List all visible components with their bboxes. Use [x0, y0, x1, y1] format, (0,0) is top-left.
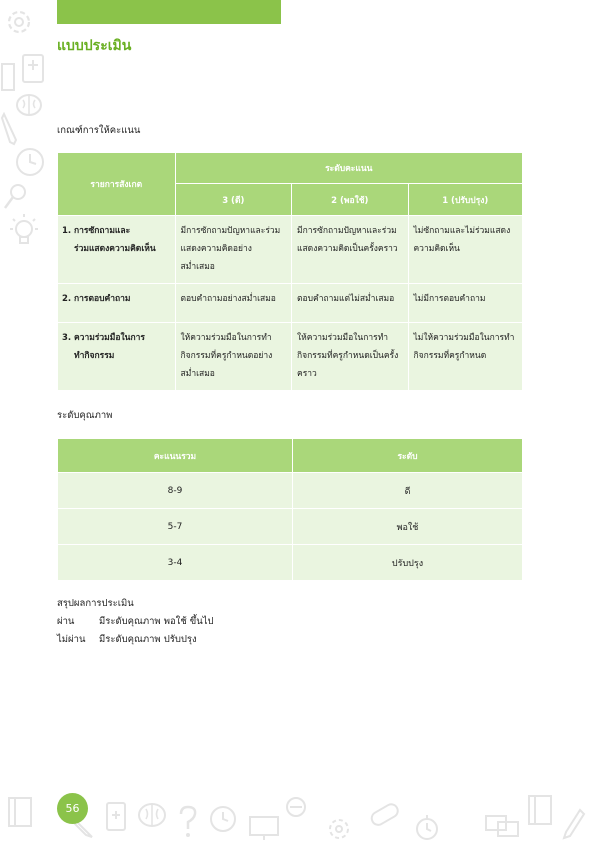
- level1-cell: ไม่ซักถามและไม่ร่วมแสดงความคิดเห็น: [408, 216, 523, 284]
- book-icon: [6, 795, 36, 829]
- quality-header-row: [58, 439, 523, 473]
- monitor-icon: [248, 815, 280, 841]
- pill-icon: [368, 800, 402, 830]
- summary-block: [57, 595, 214, 649]
- fail-text: มีระดับคุณภาพ ปรับปรุง: [99, 634, 197, 645]
- criteria-number: 2.: [62, 294, 72, 304]
- level2-cell: ตอบคำถามแต่ไม่สม่ำเสมอ: [292, 284, 408, 323]
- quality-table: [57, 438, 523, 581]
- table-row: [58, 473, 523, 509]
- level-cell: พอใช้: [293, 509, 523, 545]
- pass-text: มีระดับคุณภาพ พอใช้ ขึ้นไป: [99, 616, 214, 627]
- criteria-line1: ความร่วมมือในการ: [74, 333, 145, 343]
- level-cell: ปรับปรุง: [293, 545, 523, 581]
- quality-label: ระดับคุณภาพ: [57, 410, 113, 421]
- stopwatch-icon: [412, 812, 442, 842]
- criteria-line2: ร่วมแสดงความคิดเห็น: [74, 244, 156, 254]
- section-title: แบบประเมิน: [57, 38, 132, 54]
- level2-cell: ให้ความร่วมมือในการทำกิจกรรมที่ครูกำหนดเป็นครั้งคราว: [292, 323, 408, 391]
- brain-icon: [136, 800, 168, 830]
- criteria-line1: การซักถามและ: [74, 226, 131, 236]
- clipboard-icon: [104, 798, 128, 832]
- score-header: ระดับคะแนน: [175, 153, 522, 184]
- pencil-icon: [562, 808, 586, 840]
- lightbulb-icon: [4, 212, 44, 250]
- clipboard-icon: [20, 50, 46, 84]
- level-header: 2 (พอใช้): [292, 184, 408, 216]
- clock-icon: [208, 804, 238, 834]
- level-header: 1 (ปรับปรุง): [408, 184, 523, 216]
- table-row: [58, 216, 523, 284]
- criteria-number: 1.: [62, 226, 72, 236]
- level1-cell: ไม่มีการตอบคำถาม: [408, 284, 523, 323]
- level-cell: ดี: [293, 473, 523, 509]
- magnifier-icon: [2, 182, 28, 212]
- score-cell: 5-7: [58, 509, 293, 545]
- level-header: 3 (ดี): [175, 184, 291, 216]
- gear-icon: [326, 816, 352, 842]
- level3-cell: ตอบคำถามอย่างสม่ำเสมอ: [175, 284, 291, 323]
- level-header: ระดับ: [293, 439, 523, 473]
- criteria-line2: ทำกิจกรรม: [74, 351, 115, 361]
- fail-label: ไม่ผ่าน: [57, 634, 86, 645]
- question-icon: [176, 804, 200, 840]
- rubric-table: [57, 152, 523, 391]
- level1-cell: ไม่ให้ความร่วมมือในการทำกิจกรรมที่ครูกำหนด: [408, 323, 523, 391]
- clock-icon: [14, 146, 46, 178]
- page-number: 56: [57, 793, 88, 824]
- criteria-cell: [58, 216, 176, 284]
- criteria-cell: [58, 323, 176, 391]
- score-cell: 8-9: [58, 473, 293, 509]
- table-row: [58, 284, 523, 323]
- level3-cell: ให้ความร่วมมือในการทำกิจกรรมที่ครูกำหนดอย่างสม่ำเสมอ: [175, 323, 291, 391]
- rubric-header-row: [58, 153, 523, 184]
- criteria-line1: การตอบคำถาม: [74, 294, 131, 304]
- criteria-label: เกณฑ์การให้คะแนน: [57, 125, 141, 136]
- score-cell: 3-4: [58, 545, 293, 581]
- summary-pass-row: [57, 613, 214, 631]
- header-accent-bar: [57, 0, 281, 24]
- total-score-header: คะแนนรวม: [58, 439, 293, 473]
- criteria-cell: [58, 284, 176, 323]
- table-row: [58, 545, 523, 581]
- book-icon: [526, 793, 556, 827]
- book-icon: [0, 62, 16, 92]
- criteria-header: รายการสังเกต: [58, 153, 176, 216]
- table-row: [58, 323, 523, 391]
- pill-icon: [284, 795, 308, 819]
- level2-cell: มีการซักถามปัญหาและร่วมแสดงความคิดเป็นครั้งคราว: [292, 216, 408, 284]
- summary-title: สรุปผลการประเมิน: [57, 598, 134, 609]
- summary-fail-row: [57, 631, 214, 649]
- pass-label: ผ่าน: [57, 616, 75, 627]
- level3-cell: มีการซักถามปัญหาและร่วมแสดงความคิดอย่างสม่ำเสมอ: [175, 216, 291, 284]
- monitor-icon: [484, 810, 520, 840]
- table-row: [58, 509, 523, 545]
- pencil-icon: [0, 112, 20, 146]
- gear-icon: [2, 5, 36, 39]
- criteria-number: 3.: [62, 333, 72, 343]
